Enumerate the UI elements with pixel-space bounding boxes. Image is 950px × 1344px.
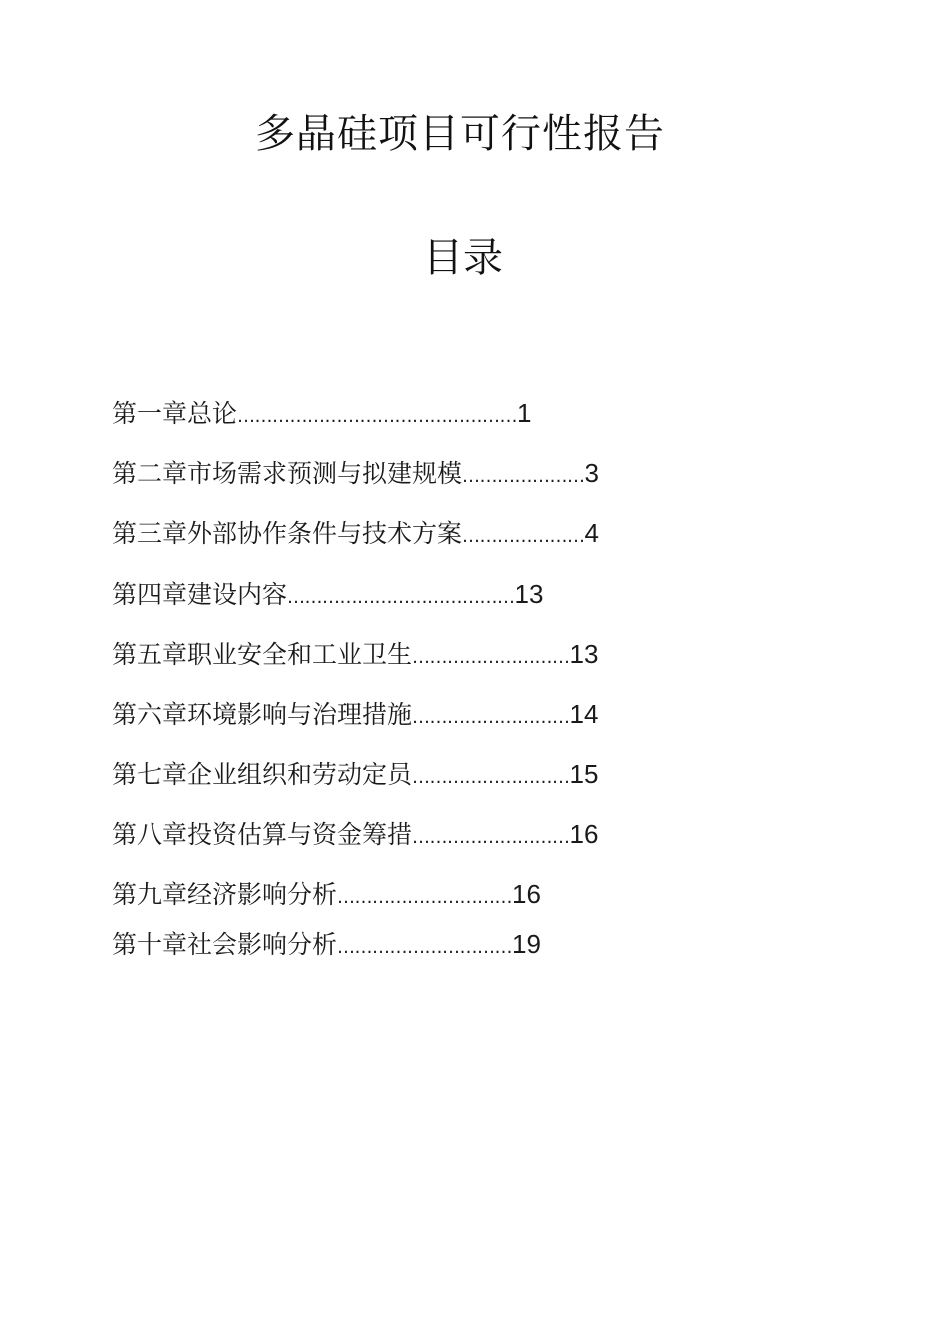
document-title: 多晶硅项目可行性报告	[255, 111, 665, 157]
toc-entry-page: 1	[517, 398, 532, 428]
toc-entry[interactable]	[112, 396, 531, 430]
toc-entry-leader: …………………………	[337, 887, 513, 908]
toc-entry[interactable]	[112, 757, 598, 791]
toc-entry-label: 第一章总论	[112, 399, 238, 428]
toc-entry-label: 第七章企业组织和劳动定员	[112, 760, 413, 789]
toc-entry-label: 第十章社会影响分析	[112, 930, 338, 959]
toc-entry-page: 13	[569, 639, 599, 669]
toc-entry[interactable]	[112, 697, 598, 731]
toc-entry[interactable]	[112, 577, 543, 611]
toc-entry-page: 4	[584, 518, 599, 548]
toc-entry-label: 第二章市场需求预测与拟建规模	[112, 459, 463, 488]
toc-entry[interactable]	[112, 456, 599, 490]
toc-entry-label: 第九章经济影响分析	[112, 880, 338, 909]
toc-entry-leader: …………………	[462, 526, 585, 547]
toc-entry-page: 19	[512, 929, 541, 959]
toc-entry-leader: …………………………………	[287, 587, 515, 608]
toc-entry-label: 第八章投资估算与资金筹措	[112, 820, 413, 849]
toc-entry-page: 13	[514, 579, 544, 609]
toc-heading: 目录	[423, 235, 503, 281]
toc-entry-label: 第五章职业安全和工业卫生	[112, 640, 413, 669]
toc-entry[interactable]	[112, 516, 599, 550]
toc-entry-leader: ………………………	[412, 707, 570, 728]
toc-entry-leader: ………………………	[412, 827, 570, 848]
toc-entry-page: 16	[569, 819, 599, 849]
toc-entry[interactable]	[112, 877, 541, 911]
toc-entry-page: 3	[584, 458, 599, 488]
toc-entry[interactable]	[112, 927, 541, 961]
toc-entry[interactable]	[112, 817, 598, 851]
toc-entry-leader: ………………………	[412, 647, 570, 668]
toc-entry-leader: ………………………	[412, 767, 570, 788]
toc-entry-leader: …………………	[462, 466, 585, 487]
toc-entry-page: 16	[512, 879, 541, 909]
toc-entry-label: 第六章环境影响与治理措施	[112, 700, 413, 729]
toc-entry-label: 第四章建设内容	[112, 580, 288, 609]
toc-entry[interactable]	[112, 637, 598, 671]
toc-entry-label: 第三章外部协作条件与技术方案	[112, 519, 463, 548]
toc-entry-leader: …………………………………………	[237, 406, 518, 427]
toc-entry-page: 15	[569, 759, 599, 789]
toc-entry-leader: …………………………	[337, 937, 513, 958]
toc-entry-page: 14	[569, 699, 599, 729]
